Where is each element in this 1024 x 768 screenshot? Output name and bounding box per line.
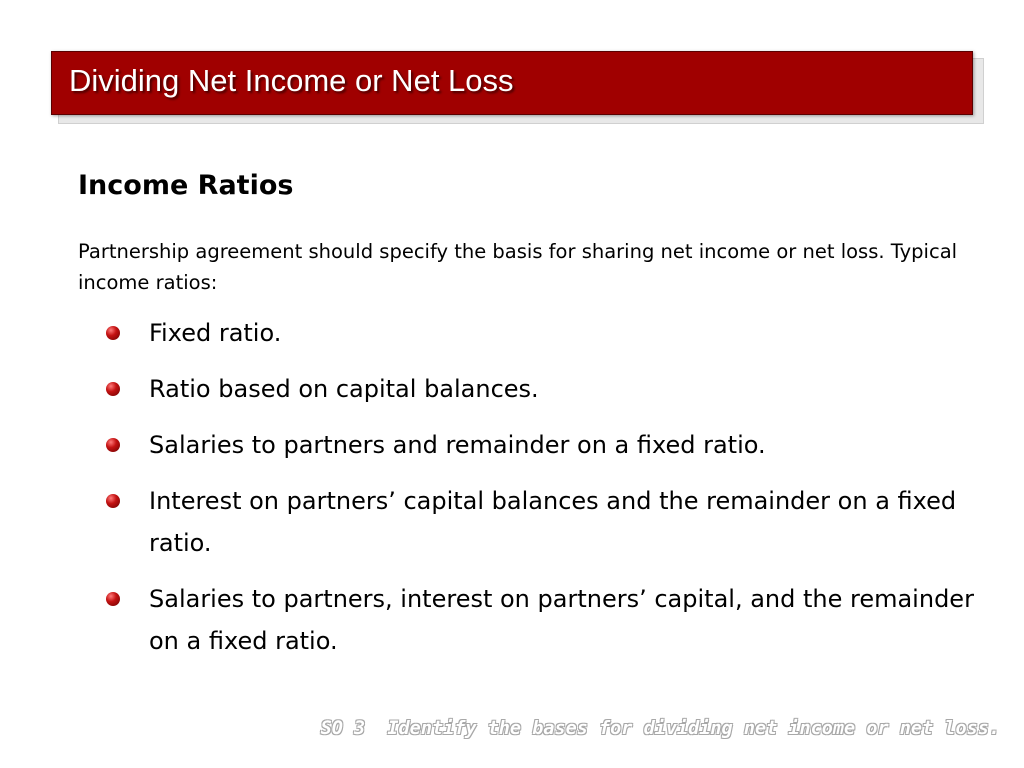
bullet-item — [100, 424, 1000, 466]
bullet-text: Interest on partners’ capital balances and the remainder on a fixed ratio. — [149, 487, 957, 557]
footer-objective: SO 3 Identify the bases for dividing net income or net loss. — [320, 718, 1000, 739]
bullet-item — [100, 480, 1000, 564]
bullet-text: Salaries to partners, interest on partners’ capital, and the remainder on a fixed ratio. — [149, 585, 974, 655]
bullet-item — [100, 368, 1000, 410]
bullet-text: Ratio based on capital balances. — [149, 375, 539, 403]
bullet-icon — [106, 438, 120, 452]
bullet-text: Salaries to partners and remainder on a fixed ratio. — [149, 431, 766, 459]
slide-title: Dividing Net Income or Net Loss — [69, 63, 514, 98]
bullet-icon — [106, 592, 120, 606]
title-bar — [51, 51, 973, 115]
bullet-icon — [106, 382, 120, 396]
intro-paragraph: Partnership agreement should specify the basis for sharing net income or net loss. Typical income ratios: — [78, 240, 958, 294]
bullet-text: Fixed ratio. — [149, 319, 282, 347]
bullet-list — [100, 312, 1000, 676]
bullet-icon — [106, 326, 120, 340]
bullet-item — [100, 578, 1000, 662]
section-heading: Income Ratios — [78, 170, 294, 201]
bullet-item — [100, 312, 1000, 354]
bullet-icon — [106, 494, 120, 508]
